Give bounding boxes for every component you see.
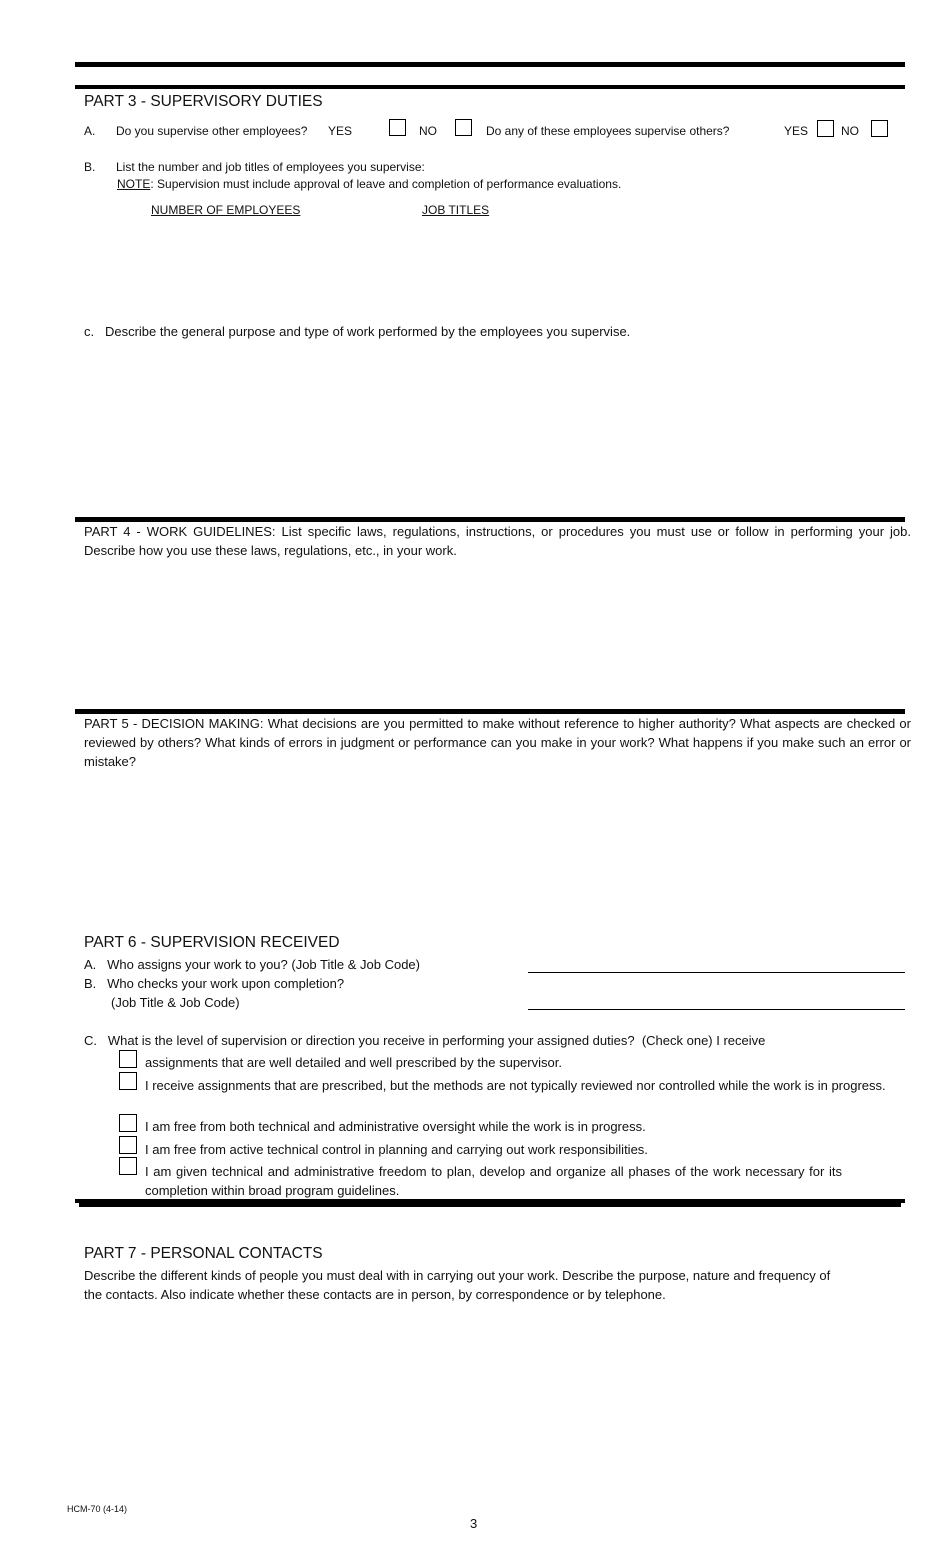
- part6-b-text: B. Who checks your work upon completion?: [84, 976, 345, 991]
- part6-b-text2: (Job Title & Job Code): [111, 995, 240, 1010]
- part3-title: PART 3 - SUPERVISORY DUTIES: [84, 93, 323, 110]
- part6-title: PART 6 - SUPERVISION RECEIVED: [84, 934, 340, 951]
- part3-a2-yes-label: YES: [784, 124, 809, 138]
- part3-a-label: A.: [84, 124, 96, 138]
- option-3-text: I am free from both technical and administrative oversight while the work is in progress.: [145, 1119, 646, 1134]
- part3-a-question: Do you supervise other employees?: [116, 124, 308, 138]
- part3-a-no-label: NO: [419, 124, 437, 138]
- part5-text: PART 5 - DECISION MAKING: What decisions are you permitted to make without reference to higher authority? What aspects are checked or reviewed by others? What kinds of errors in judgment or performance can you make in your work? What happens if you make such an error or mistake?: [84, 716, 911, 769]
- note-text: : Supervision must include approval of leave and completion of performance evaluations.: [150, 177, 622, 191]
- top-rule: [75, 62, 905, 67]
- form-code: HCM-70 (4-14): [67, 1504, 128, 1514]
- option-4-checkbox[interactable]: [119, 1136, 137, 1154]
- part4-text: PART 4 - WORK GUIDELINES: List specific laws, regulations, instructions, or procedures you must use or follow in performing your job. Describe how you use these laws, regulations, etc., in your work.: [84, 524, 911, 558]
- option-3-checkbox[interactable]: [119, 1114, 137, 1132]
- part7-title: PART 7 - PERSONAL CONTACTS: [84, 1245, 323, 1262]
- option-1-checkbox[interactable]: [119, 1050, 137, 1068]
- part3-b-text: List the number and job titles of employees you supervise:: [116, 160, 425, 174]
- part3-a-question2: Do any of these employees supervise others?: [486, 124, 730, 138]
- page-number: 3: [470, 1516, 478, 1531]
- option-2-checkbox[interactable]: [119, 1072, 137, 1090]
- option-5-checkbox[interactable]: [119, 1157, 137, 1175]
- part3-note: [117, 176, 621, 193]
- option-2-text: I receive assignments that are prescribed, but the methods are not typically reviewed nor controlled while the work is in progress.: [145, 1078, 886, 1093]
- part3-a2-no-checkbox[interactable]: [871, 120, 888, 137]
- part3-b-label: B.: [84, 160, 96, 174]
- part3-a2-no-label: NO: [841, 124, 859, 138]
- part3-a-no-checkbox[interactable]: [455, 119, 472, 136]
- option-5-text: I am given technical and administrative freedom to plan, develop and organize all phases of the work necessary for its completion within broad program guidelines.: [145, 1164, 842, 1198]
- option-4-text: I am free from active technical control in planning and carrying out work responsibilities.: [145, 1142, 648, 1157]
- note-label: NOTE: [117, 177, 151, 191]
- part7-text: Describe the different kinds of people you must deal with in carrying out your work. Describe the purpose, nature and frequency of the contacts. Also indicate whether these contacts are in person, by correspondence or by telephone.: [84, 1268, 831, 1302]
- part7-rule-shadow: [79, 1203, 901, 1207]
- part3-c-text: c. Describe the general purpose and type of work performed by the employees you supervise.: [84, 324, 631, 339]
- part6-c-text: C. What is the level of supervision or direction you receive in performing your assigned duties? (Check one) I receive: [84, 1033, 766, 1048]
- part3-a2-yes-checkbox[interactable]: [817, 120, 834, 137]
- col-job-titles: JOB TITLES: [422, 203, 490, 217]
- top-rule-2: [75, 85, 905, 89]
- col-number-of-employees: NUMBER OF EMPLOYEES: [151, 203, 301, 217]
- option-1-text: assignments that are well detailed and well prescribed by the supervisor.: [145, 1055, 562, 1070]
- part6-b-answer-line[interactable]: [528, 1009, 905, 1010]
- part3-a-yes-checkbox[interactable]: [389, 119, 406, 136]
- part3-a-yes-label: YES: [328, 124, 353, 138]
- part6-a-answer-line[interactable]: [528, 972, 905, 973]
- part6-a-text: A. Who assigns your work to you? (Job Title & Job Code): [84, 957, 420, 972]
